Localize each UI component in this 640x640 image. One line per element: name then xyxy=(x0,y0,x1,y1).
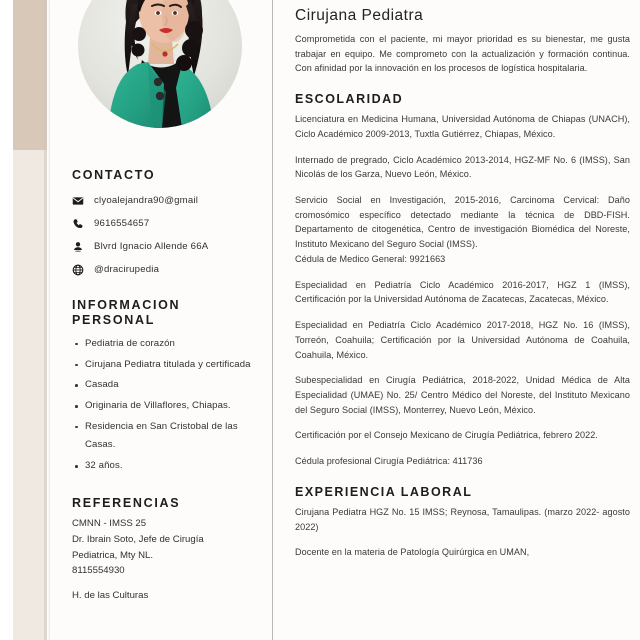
reference-line: Pediatrica, Mty NL. xyxy=(72,549,154,561)
decorative-band-tan xyxy=(13,0,47,150)
sidebar xyxy=(50,0,272,640)
phone-icon xyxy=(72,218,94,230)
contact-value-social: @dracirupedia xyxy=(94,264,160,276)
list-item: Cirujana Pediatra titulada y certificada xyxy=(85,356,262,375)
contact-item-email[interactable] xyxy=(72,195,262,207)
contact-item-address[interactable] xyxy=(72,241,262,253)
education-entry: Licenciatura en Medicina Humana, Universidad Autónoma de Chiapas (UNACH), Ciclo Académico 2009-2013, Tuxtla Gutiérrez, Chiapas, México. xyxy=(295,114,630,139)
list-item: Pediatria de corazón xyxy=(85,335,262,354)
avatar xyxy=(78,0,242,128)
education-entry: Certificación por el Consejo Mexicano de Cirugía Pediátrica, febrero 2022. xyxy=(295,430,598,441)
personal-info-heading: INFORMACION PERSONAL xyxy=(72,297,181,328)
list-item: Residencia en San Cristobal de las Casas. xyxy=(85,418,262,455)
education-entry: Internado de pregrado, Ciclo Académico 2013-2014, HGZ-MF No. 6 (IMSS), San Nicolás de los Garza, Nuevo León, México. xyxy=(295,154,630,180)
education-entry: Especialidad en Pediatría Ciclo Académico 2016-2017, HGZ 1 (IMSS), Certificación por la Universidad Autónoma de Zacatecas, Zacatecas, México. xyxy=(295,279,630,305)
personal-info-list xyxy=(72,335,262,476)
reference-line: H. de las Culturas xyxy=(72,589,149,601)
list-item: Casada xyxy=(85,376,262,395)
sidebar-content xyxy=(72,168,262,604)
page-title: Cirujana Pediatra xyxy=(295,7,424,24)
education-entry: Subespecialidad en Cirugía Pediátrica, 2018-2022, Unidad Médica de Alta Especialidad (UMAE) No. 25/ Centro Médico del Noreste, del Instituto Mexicano del Seguro Social (IMSS), Monterrey, Nuevo León, México. xyxy=(295,375,630,415)
globe-icon xyxy=(72,264,94,276)
contact-item-phone[interactable] xyxy=(72,218,262,230)
education-entry: Cédula profesional Cirugía Pediátrica: 411736 xyxy=(295,456,483,467)
education-heading: ESCOLARIDAD xyxy=(295,92,404,107)
contact-list xyxy=(72,195,262,276)
references-heading: REFERENCIAS xyxy=(72,495,181,510)
decorative-band-cream xyxy=(13,150,47,640)
education-entry: Especialidad en Pediatría Ciclo Académico 2017-2018, HGZ No. 16 (IMSS), Torreón, Coahuila; Certificación por la Universidad Autónoma de Coahuila, Coahuila, México. xyxy=(295,320,630,360)
column-divider xyxy=(272,0,273,640)
list-item: Originaria de Villaflores, Chiapas. xyxy=(85,397,262,416)
portrait-photo-icon xyxy=(78,0,242,128)
main-content xyxy=(295,0,640,640)
experience-entry: Docente en la materia de Patología Quirúrgica en UMAN, xyxy=(295,547,530,558)
education-entry: Servicio Social en Investigación, 2015-2016, Carcinoma Cervical: Daño cromosómico específico detectado mediante la técnica de DBD-FISH. Departamento de citogenética, Centro de investigación Biomédica del Noreste, Instituto Mexicano del Seguro Social (IMSS). xyxy=(295,195,630,250)
contact-value-phone: 9616554657 xyxy=(94,218,150,230)
list-item: 32 años. xyxy=(85,457,262,476)
contact-item-social[interactable] xyxy=(72,264,262,276)
contact-value-email: clyoalejandra90@gmail xyxy=(94,195,199,207)
references-block xyxy=(72,517,262,603)
reference-line: CMNN - IMSS 25 xyxy=(72,518,147,530)
education-entry: Cédula de Medico General: 9921663 xyxy=(295,253,446,264)
experience-heading: EXPERIENCIA LABORAL xyxy=(295,484,473,499)
decorative-band-edge xyxy=(44,0,47,640)
experience-entry: Cirujana Pediatra HGZ No. 15 IMSS; Reynosa, Tamaulipas. (marzo 2022- agosto 2022) xyxy=(295,506,630,532)
contact-value-address: Blvrd Ignacio Allende 66A xyxy=(94,241,209,253)
envelope-icon xyxy=(72,195,94,207)
reference-line: 8115554930 xyxy=(72,565,125,577)
location-pin-icon xyxy=(72,241,94,253)
contact-heading: CONTACTO xyxy=(72,168,156,182)
spacer xyxy=(72,580,262,589)
summary-paragraph: Comprometida con el paciente, mi mayor prioridad es su bienestar, me gusta trabajar en equipo. Me comprometo con la actualización y formación continua. Con afinidad por la innovación en los procesos de logística hospitalaria. xyxy=(295,34,630,74)
cv-card xyxy=(50,0,640,640)
reference-line: Dr. Ibrain Soto, Jefe de Cirugía xyxy=(72,534,204,545)
